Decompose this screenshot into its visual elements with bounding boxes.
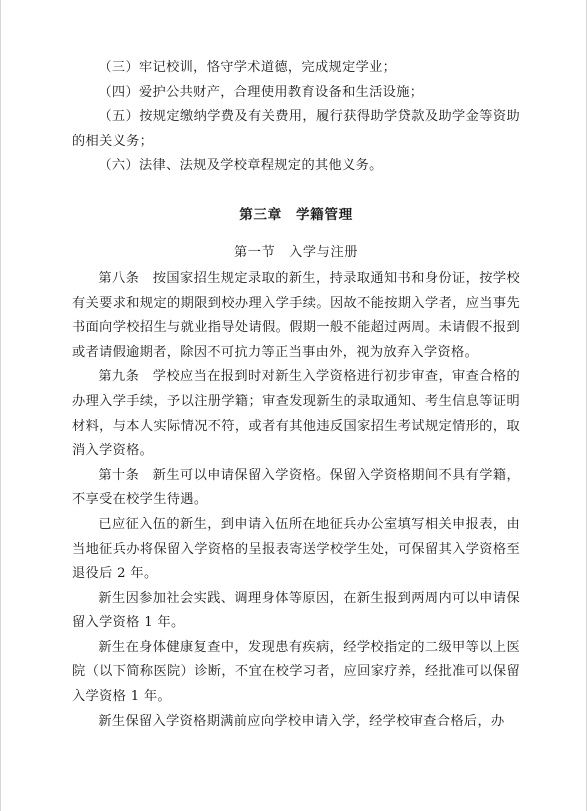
article-10-social-practice: 新生因参加社会实践、调理身体等原因，在新生报到两周内可以申请保留入学资格 1 年。 [72, 590, 520, 631]
chapter-title: 第三章 学籍管理 [239, 206, 353, 223]
article-10-enlisted: 已应征入伍的新生，到申请入伍所在地征兵办公室填写相关申报表，由当地征兵办将保留入学资格的呈报表寄送学校学生处，可保留其入学资格至退役后 2 年。 [72, 516, 520, 582]
article-10-health: 新生在身体健康复查中，发现患有疾病，经学校指定的二级甲等以上医院（以下简称医院）诊断，不宜在校学习者，应回家疗养，经批准可以保留入学资格 1 年。 [72, 639, 520, 705]
page-edge-left [0, 0, 1, 811]
article-10: 第十条 新生可以申请保留入学资格。保留入学资格期间不具有学籍，不享受在校学生待遇。 [72, 467, 520, 508]
section-title: 第一节 入学与注册 [233, 244, 359, 260]
article-10-expiry: 新生保留入学资格期满前应向学校申请入学，经学校审查合格后，办 [98, 713, 505, 729]
obligation-item-3: （三）牢记校训，恪守学术道德，完成规定学业； [98, 60, 397, 75]
obligation-item-6: （六）法律、法规及学校章程规定的其他义务。 [98, 158, 383, 174]
obligation-item-4: （四）爱护公共财产，合理使用教育设备和生活设施； [98, 84, 424, 100]
article-9: 第九条 学校应当在报到时对新生入学资格进行初步审查，审查合格的办理入学手续，予以注册学籍；审查发现新生的录取通知、考生信息等证明材料，与本人实际情况不符，或者有其他违反国家招生考试规定情形的，取消入学资格。 [72, 369, 520, 459]
article-8: 第八条 按国家招生规定录取的新生，持录取通知书和身份证，按学校有关要求和规定的期限到校办理入学手续。因故不能按期入学者，应当事先书面向学校招生与就业指导处请假。假期一般不能超过两周。未请假不报到或者请假逾期者，除因不可抗力等正当事由外，视为放弃入学资格。 [72, 270, 520, 360]
document-body [72, 56, 520, 734]
obligation-item-5: （五）按规定缴纳学费及有关费用，履行获得助学贷款及助学金等资助的相关义务； [72, 109, 520, 149]
